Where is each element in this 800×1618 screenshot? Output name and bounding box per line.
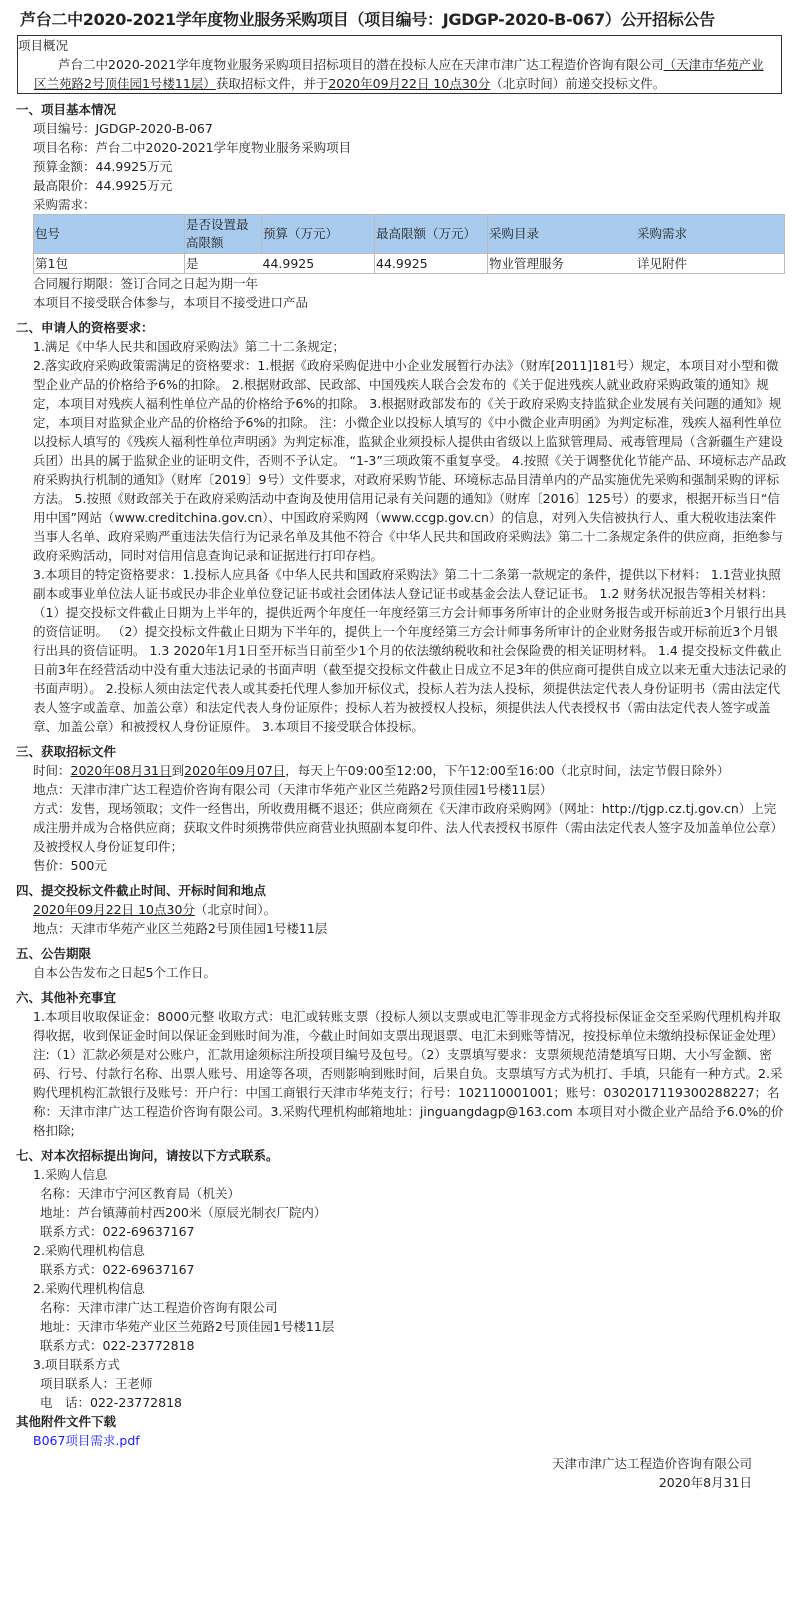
attachments-heading: 其他附件文件下载 xyxy=(16,1414,117,1429)
attachment-link[interactable]: B067项目需求.pdf xyxy=(33,1433,140,1448)
project-contact-title: 3.项目联系方式 xyxy=(33,1357,120,1372)
table-row: 第1包 是 44.9925 44.9925 物业管理服务 详见附件 xyxy=(34,254,785,274)
section-2-heading: 二、申请人的资格要求： xyxy=(16,320,154,335)
table-header-row xyxy=(34,215,785,254)
overview-address: （天津市华苑产业区兰苑路2号顶佳园1号楼11层） xyxy=(34,57,764,91)
col-requirement: 采购需求 xyxy=(636,215,785,254)
section-4-heading: 四、提交投标文件截止时间、开标时间和地点 xyxy=(16,883,267,898)
obtain-place: 地点：天津市津广达工程造价咨询有限公司（天津市华苑产业区兰苑路2号顶佳园1号楼11层） xyxy=(33,782,553,797)
notice-period: 自本公告发布之日起5个工作日。 xyxy=(33,965,216,980)
col-package: 包号 xyxy=(34,215,185,254)
project-number: 项目编号：JGDGP-2020-B-067 xyxy=(33,121,213,136)
section-1-heading: 一、项目基本情况 xyxy=(16,102,117,117)
obtain-method: 方式：发售，现场领取；文件一经售出，所收费用概不退还；供应商须在《天津市政府采购网》（网址：http://tjgp.cz.tj.gov.cn）上完成注册并成为合格供应商；获取文件时须携带供应商营业执照副本复印件、法人代表授权书原件（需由法定代表人签字及加盖单位公章）及被授权人身份证复印件； xyxy=(33,801,784,854)
max-price: 最高限价：44.9925万元 xyxy=(33,178,173,193)
page-title: 芦台二中2020-2021学年度物业服务采购项目（项目编号：JGDGP-2020-B-067）公开招标公告 xyxy=(20,10,715,29)
col-catalog: 采购目录 xyxy=(488,215,637,254)
section-3-heading: 三、获取招标文件 xyxy=(16,744,117,759)
consortium-note: 本项目不接受联合体参与，本项目不接受进口产品 xyxy=(33,295,309,310)
qualification-1: 1.满足《中华人民共和国政府采购法》第二十二条规定； xyxy=(33,339,345,354)
overview-deadline: 2020年09月22日 10点30分 xyxy=(328,76,491,91)
contract-term: 合同履行期限：签订合同之日起为期一年 xyxy=(33,276,259,291)
col-budget: 预算（万元） xyxy=(262,215,375,254)
submission-time: 2020年09月22日 10点30分（北京时间）。 xyxy=(33,902,277,917)
supplementary-text: 1.本项目收取保证金：8000元整 收取方式：电汇或转账支票（投标人须以支票或电汇等非现金方式将投标保证金交至采购代理机构并取得收据，收到保证金时间以保证金到账时间为准，今截止时间如支票出现退票、电汇未到账等情况，按投标单位未缴纳投标保证金处理）注:（1）汇款必须是对公账户，汇款用途须标注所投项目编号及包号。（2）支票填写要求：支票须规范清楚填写日期、大小写金额、密码、行号、付款行名称、出票人账号、用途等各项，否则影响到账时间，后果自负。支票填写方式为机打、手填，只能有一种方式。2.采购代理机构汇款银行及账号：开户行：中国工商银行天津市华苑支行；行号：102110001001；账号：0302017119300288227；名称：天津市津广达工程造价咨询有限公司。3.采购代理机构邮箱地址：jinguangdagp@163.com 本项目对小微企业产品给予6.0%的价格扣除; xyxy=(33,1009,784,1138)
obtain-time: 时间：2020年08月31日到2020年09月07日，每天上午09:00至12:00，下午12:00至16:00（北京时间，法定节假日除外） xyxy=(33,763,730,778)
agency-title-dup: 2.采购代理机构信息 xyxy=(33,1243,145,1258)
overview-box xyxy=(17,35,782,94)
package-table xyxy=(33,214,785,274)
submission-place: 地点：天津市华苑产业区兰苑路2号顶佳园1号楼11层 xyxy=(33,921,328,936)
section-5-heading: 五、公告期限 xyxy=(16,946,92,961)
obtain-price: 售价：500元 xyxy=(33,858,107,873)
requirements-label: 采购需求： xyxy=(33,197,96,212)
section-6-heading: 六、其他补充事宜 xyxy=(16,990,117,1005)
signature-org: 天津市津广达工程造价咨询有限公司 xyxy=(551,1456,752,1471)
purchaser-title: 1.采购人信息 xyxy=(33,1167,108,1182)
col-limit: 最高限额（万元） xyxy=(375,215,488,254)
qualification-3: 3.本项目的特定资格要求：1.投标人应具备《中华人民共和国政府采购法》第二十二条第一款规定的条件，提供以下材料： 1.1营业执照副本或事业单位法人证书或民办非企业单位登记证书或社会团体法人登记证书或基金会法人登记证书。 1.2 财务状况报告等相关材料： （1）提交投标文件截止日期为上半年的，提供近两个年度任一年度经第三方会计师事务所审计的企业财务报告或开标前近3个月银行出具的资信证明。 （2）提交投标文件截止日期为下半年的，提供上一个年度经第三方会计师事务所审计的企业财务报告或开标前近3个月银行出具的资信证明。 1.3 2020年1月1日至开标当日前至少1个月的依法缴纳税收和社会保险费的相关证明材料。 1.4 提交投标文件截止日前3年在经营活动中没有重大违法记录的书面声明（截至提交投标文件截止日成立不足3年的供应商可提供自成立以来无重大违法记录的书面声明）。 2.投标人须由法定代表人或其委托代理人参加开标仪式，投标人若为法人投标，须提供法定代表人身份证明书（需由法定代表人签字或盖章、加盖公章）和法定代表人身份证原件；投标人若为被授权人投标，须提供法人代表授权书（需由法定代表人签字或盖章、加盖公章）和被授权人身份证原件。 3.本项目不接受联合体投标。 xyxy=(33,567,787,734)
qualification-2: 2.落实政府采购政策需满足的资格要求：1.根据《政府采购促进中小企业发展暂行办法》（财库[2011]181号）规定，本项目对小型和微型企业产品的价格给予6%的扣除。 2.根据财政部、民政部、中国残疾人联合会发布的《关于促进残疾人就业政府采购政策的通知》规定，本项目对残疾人福利性单位产品的价格给予6%的扣除。 3.根据财政部发布的《关于政府采购支持监狱企业发展有关问题的通知》规定，本项目对监狱企业产品的价格给予6%的扣除。 注：小微企业以投标人填写的《中小微企业声明函》为判定标准，残疾人福利性单位以投标人填写的《残疾人福利性单位声明函》为判定标准，监狱企业须投标人提供由省级以上监狱管理局、戒毒管理局（含新疆生产建设兵团）出具的属于监狱企业的证明文件，否则不予认定。 “1-3”三项政策不重复享受。 4.按照《关于调整优化节能产品、环境标志产品政府采购执行机制的通知》（财库〔2019〕9号）文件要求，对政府采购节能、环境标志品目清单内的产品实施优先采购和强制采购的评标方法。 5.按照《财政部关于在政府采购活动中查询及使用信用记录有关问题的通知》（财库〔2016〕125号）的要求，根据开标当日“信用中国”网站（www.creditchina.gov.cn）、中国政府采购网（www.ccgp.gov.cn）的信息，对列入失信被执行人、重大税收违法案件当事人名单、政府采购严重违法失信行为记录名单及其他不符合《中华人民共和国政府采购法》第二十二条规定条件的供应商，拒绝参与政府采购活动，同时对信用信息查询记录和证据进行打印存档。 xyxy=(33,358,787,563)
budget: 预算金额：44.9925万元 xyxy=(33,159,173,174)
col-has-limit: 是否设置最高限额 xyxy=(185,215,262,254)
agency-title: 2.采购代理机构信息 xyxy=(33,1281,145,1296)
overview-text: 芦台二中2020-2021学年度物业服务采购项目招标项目的潜在投标人应在天津市津广达工程造价咨询有限公司（天津市华苑产业区兰苑路2号顶佳园1号楼11层）获取招标文件，并于2020年09月22日 10点30分（北京时间）前递交投标文件。 xyxy=(34,57,764,91)
project-name: 项目名称：芦台二中2020-2021学年度物业服务采购项目 xyxy=(33,140,352,155)
announcement-page: 芦台二中2020-2021学年度物业服务采购项目（项目编号：JGDGP-2020-B-067）公开招标公告 项目概况 芦台二中2020-2021学年度物业服务采购项目招标项目的潜在投标人应在天津市津广达工程造价咨询有限公司（天津市华苑产业区兰苑路2号顶佳园1号楼11层）获取招标文件，并于2020年09月22日 10点30分（北京时间）前递交投标文件。 一、项目基本情况 项目编号：JGDGP-2020-B-067 项目名称：芦台二中2020-2021学年度物业服务采购项目 预算金额：44.9925万元 最高限价：44.9925万元 采购需求： 包号 是否设置最高限额 预算（万元） 最高限额（万元） 采购目录 采购需求 第1包 是 44.9925 44.9925 物业管理服务 详见附件 合同履行期限：签订合同之日起为期一年 本项目不接受联合体参与，本项目不接受进口产品 二、申请人的资格要求： 1.满足《中华人民共和国政府采购法》第二十二条规定； 2.落实政府采购政策需满足的资格要求：1.根据《政府采购促进中小企业发展暂行办法》（财库[2011]181号）规定，本项目对小型和微型企业产品的价格给予6%的扣除。 2.根据财政部、民政部、中国残疾人联合会发布的《关于促进残疾人就业政府采购政策的通知》规定，本项目对残疾人福利性单位产品的价格给予6%的扣除。 3.根据财政部发布的《关于政府采购支持监狱企业发展有关问题的通知》规定，本项目对监狱企业产品的价格给予6%的扣除。 注：小微企业以投标人填写的《中小微企业声明函》为判定标准，残疾人福利性单位以投标人填写的《残疾人福利性单位声明函》为判定标准，监狱企业须投标人提供由省级以上监狱管理局、戒毒管理局（含新疆生产建设兵团）出具的属于监狱企业的证明文件，否则不予认定。 “1-3”三项政策不重复享受。 4.按照《关于调整优化节能产品、环境标志产品政府采购执行机制的通知》（财库〔2019〕9号）文件要求，对政府采购节能、环境标志品目清单内的产品实施优先采购和强制采购的评标方法。 5.按照《财政部关于在政府采购活动中查询及使用信用记录有关问题的通知》（财库〔2016〕125号）的要求，根据开标当日“信用中国”网站（www.creditchina.gov.cn）、中国政府采购网（www.ccgp.gov.cn）的信息，对列入失信被执行人、重大税收违法案件当事人名单、政府采购严重违法失信行为记录名单及其他不符合《中华人民共和国政府采购法》第二十二条规定条件的供应商，拒绝参与政府采购活动，同时对信用信息查询记录和证据进行打印存档。 3.本项目的特定资格要求：1.投标人应具备《中华人民共和国政府采购法》第二十二条第一款规定的条件，提供以下材料： 1.1营业执照副本或事业单位法人证书或民办非企业单位登记证书或社会团体法人登记证书或基金会法人登记证书。 1.2 财务状况报告等相关材料： （1）提交投标文件截止日期为上半年的，提供近两个年度任一年度经第三方会计师事务所审计的企业财务报告或开标前近3个月银行出具的资信证明。 （2）提交投标文件截止日期为下半年的，提供上一个年度经第三方会计师事务所审计的企业财务报告或开标前近3个月银行出具的资信证明。 1.3 2020年1月1日至开标当日前至少1个月的依法缴纳税收和社会保险费的相关证明材料。 1.4 提交投标文件截止日前3年在经营活动中没有重大违法记录的书面声明（截至提交投标文件截止日成立不足3年的供应商可提供自成立以来无重大违法记录的书面声明）。 2.投标人须由法定代表人或其委托代理人参加开标仪式，投标人若为法人投标，须提供法定代表人身份证明书（需由法定代表人签字或盖章、加盖公章）和法定代表人身份证原件；投标人若为被授权人投标，须提供法人代表授权书（需由法定代表人签字或盖章、加盖公章）和被授权人身份证原件。 3.本项目不接受联合体投标。 三、获取招标文件 时间：2020年08月31日到2020年09月07日，每天上午09:00至12:00，下午12:00至16:00（北京时间，法定节假日除外） 地点：天津市津广达工程造价咨询有限公司（天津市华苑产业区兰苑路2号顶佳园1号楼11层） 方式：发售，现场领取；文件一经售出，所收费用概不退还；供应商须在《天津市政府采购网》（网址：http://tjgp.cz.tj.gov.cn）上完成注册并成为合格供应商；获取文件时须携带供应商营业执照副本复印件、法人代表授权书原件（需由法定代表人签字及加盖单位公章）及被授权人身份证复印件； 售价：500元 四、提交投标文件截止时间、开标时间和地点 2020年09月22日 10点30分（北京时间）。 地点：天津市华苑产业区兰苑路2号顶佳园1号楼11层 五、公告期限 自本公告发布之日起5个工作日。 六、其他补充事宜 1.本项目收取保证金：8000元整 收取方式：电汇或转账支票（投标人须以支票或电汇等非现金方式将投标保证金交至采购代理机构并取得收据，收到保证金时间以保证金到账时间为准，今截止时间如支票出现退票、电汇未到账等情况，按投标单位未缴纳投标保证金处理）注:（1）汇款必须是对公账户，汇款用途须标注所投项目编号及包号。（2）支票填写要求：支票须规范清楚填写日期、大小写金额、密码、行号、付款行名称、出票人账号、用途等各项，否则影响到账时间，后果自负。支票填写方式为机打、手填，只能有一种方式。2.采购代理机构汇款银行及账号：开户行：中国工商银行天津市华苑支行；行号：102110001001；账号：0302017119300288227；名称：天津市津广达工程造价咨询有限公司。3.采购代理机构邮箱地址：jinguangdagp@163.com 本项目对小微企业产品给予6.0%的价格扣除; 七、对本次招标提出询问，请按以下方式联系。 1.采购人信息 名称：天津市宁河区教育局（机关） 地址：芦台镇薄前村西200米（原辰光制衣厂院内） 联系方式：022-69637167 2.采购代理机构信息 联系方式：022-69637167 2.采购代理机构信息 名称：天津市津广达工程造价咨询有限公司 地址：天津市华苑产业区兰苑路2号顶佳园1号楼11层 联系方式：022-23772818 3.项目联系方式 项目联系人：王老师 电 话：022-23772818 其他附件文件下载 B067项目需求.pdf 天津市津广达工程造价咨询有限公司 2020年8月31日 xyxy=(16,10,787,1490)
section-7-heading: 七、对本次招标提出询问，请按以下方式联系。 xyxy=(16,1148,279,1163)
signature-date: 2020年8月31日 xyxy=(658,1475,752,1490)
overview-heading: 项目概况 xyxy=(18,38,69,53)
